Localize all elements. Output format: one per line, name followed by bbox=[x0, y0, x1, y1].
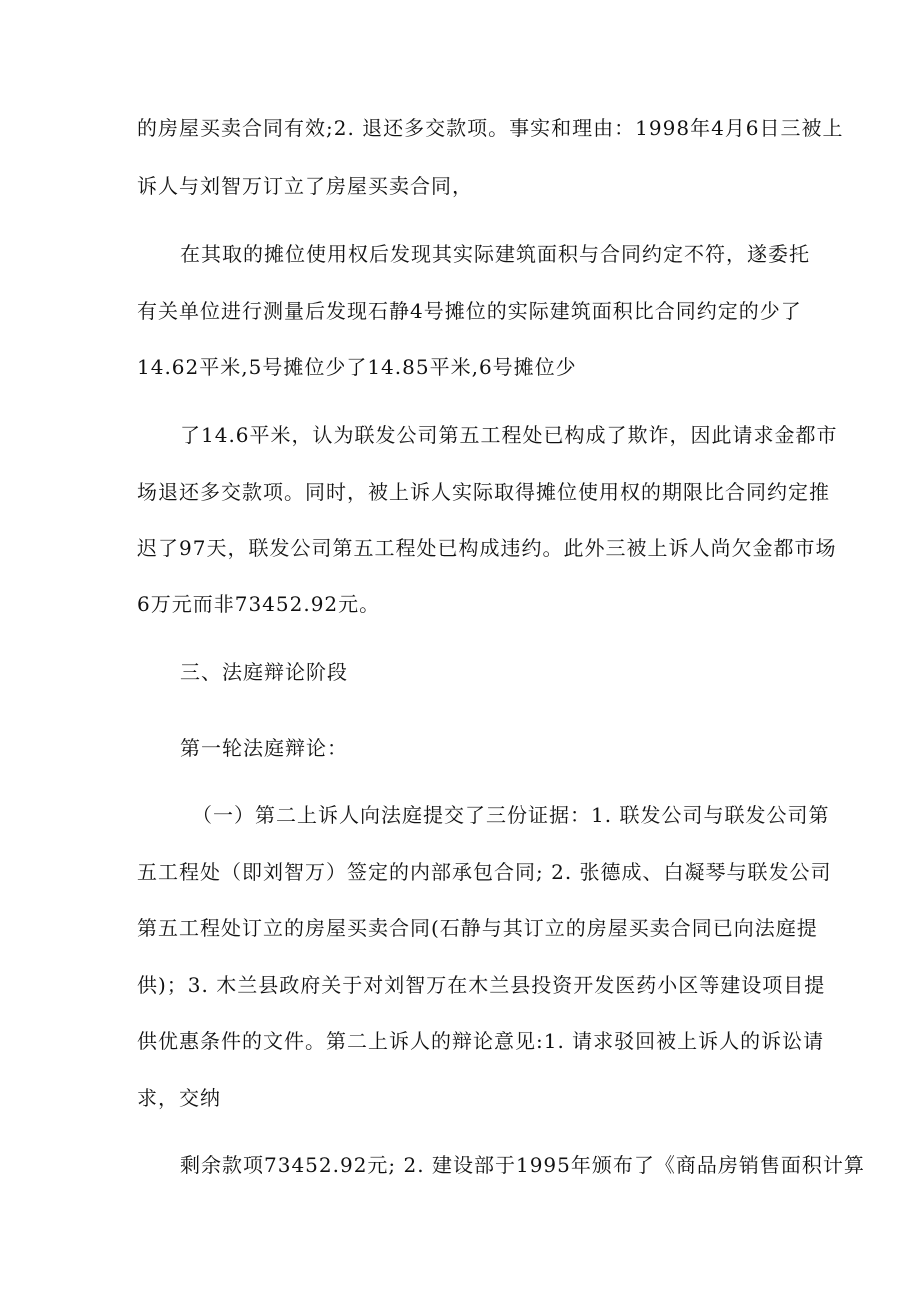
text-line-p1-l1: 的房屋买卖合同有效;2. 退还多交款项。事实和理由：1998年4月6日三被上 bbox=[137, 116, 844, 140]
section-heading: 三、法庭辩论阶段 bbox=[180, 660, 348, 684]
text-line-p3-l3: 迟了97天，联发公司第五工程处已构成违约。此外三被上诉人尚欠金都市场 bbox=[137, 536, 837, 560]
subsection-heading: 第一轮法庭辩论： bbox=[180, 736, 348, 760]
text-line-p7-l1: 剩余款项73452.92元; 2. 建设部于1995年颁布了《商品房销售面积计算 bbox=[180, 1153, 865, 1177]
text-line-p6-l5: 供优惠条件的文件。第二上诉人的辩论意见:1. 请求驳回被上诉人的诉讼请 bbox=[137, 1029, 825, 1053]
text-line-p6-l3: 第五工程处订立的房屋买卖合同(石静与其订立的房屋买卖合同已向法庭提 bbox=[137, 916, 818, 940]
text-line-p6-l6: 求，交纳 bbox=[137, 1086, 221, 1110]
text-line-p2-l3: 14.62平米,5号摊位少了14.85平米,6号摊位少 bbox=[137, 355, 577, 379]
text-line-p3-l2: 场退还多交款项。同时，被上诉人实际取得摊位使用权的期限比合同约定推 bbox=[137, 480, 830, 504]
text-line-p3-l4: 6万元而非73452.92元。 bbox=[137, 592, 381, 616]
text-line-p6-l2: 五工程处（即刘智万）签定的内部承包合同; 2. 张德成、白凝琴与联发公司 bbox=[137, 860, 832, 884]
text-line-p2-l1: 在其取的摊位使用权后发现其实际建筑面积与合同约定不符，遂委托 bbox=[180, 242, 810, 266]
text-line-p1-l2: 诉人与刘智万订立了房屋买卖合同， bbox=[137, 174, 473, 198]
text-line-p6-l4: 供)；3. 木兰县政府关于对刘智万在木兰县投资开发医药小区等建设项目提 bbox=[137, 973, 826, 997]
text-line-p3-l1: 了14.6平米，认为联发公司第五工程处已构成了欺诈，因此请求金都市 bbox=[180, 423, 838, 447]
text-line-p6-l1: （一）第二上诉人向法庭提交了三份证据：1. 联发公司与联发公司第 bbox=[192, 803, 830, 827]
text-line-p2-l2: 有关单位进行测量后发现石静4号摊位的实际建筑面积比合同约定的少了 bbox=[137, 299, 802, 323]
